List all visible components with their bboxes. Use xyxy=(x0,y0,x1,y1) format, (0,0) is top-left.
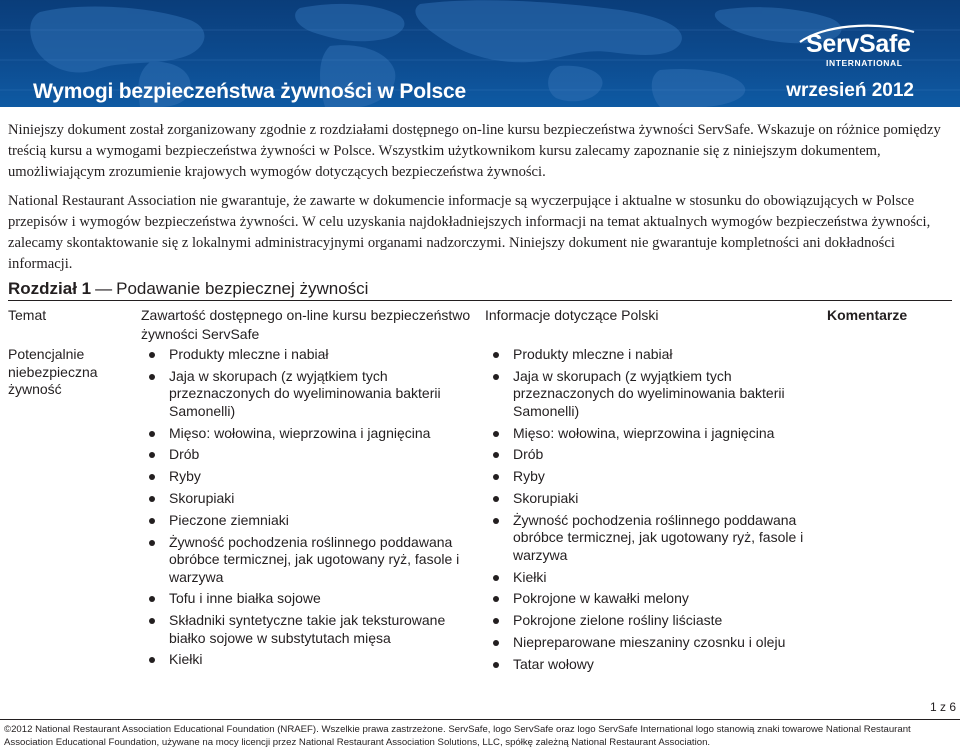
section-dash: — xyxy=(95,279,113,298)
list-item-text: Produkty mleczne i nabiał xyxy=(513,346,673,362)
list-item xyxy=(485,612,820,630)
list-item-text: Drób xyxy=(513,446,544,463)
list-item-text: Skorupiaki xyxy=(513,489,579,506)
bullet-icon xyxy=(493,352,499,358)
bullet-icon xyxy=(149,496,155,502)
bullet-icon xyxy=(149,518,155,524)
servsafe-logo xyxy=(796,30,936,74)
section-header xyxy=(8,279,952,301)
bullet-icon xyxy=(493,452,499,458)
document-date: wrzesień 2012 xyxy=(786,80,914,101)
list-item xyxy=(141,425,481,443)
intro-paragraph-2: National Restaurant Association nie gwarantuje, że zawarte w dokumencie informacje są wyczerpujące i aktualne w stosunku do obowiązujących w Polsce przepisów i wymogów bezpieczeństwa żywności. W celu uzyskania najdokładniejszych informacji na temat aktualnych wymogów bezpieczeństwa żywności, zalecamy skontaktowanie się z lokalnymi administracyjnymi organami nadzorczymi. Niniejszy dokument nie gwarantuje kompletności ani dokładności informacji. xyxy=(8,193,931,272)
list-item xyxy=(485,368,820,421)
bullet-icon xyxy=(493,596,499,602)
topic-cell: Potencjalnie niebezpieczna żywność xyxy=(8,346,98,397)
logo-name: ServSafe xyxy=(806,30,911,58)
bullet-icon xyxy=(493,662,499,668)
list-item-text: Tofu i inne białka sojowe xyxy=(169,590,321,607)
servsafe-content-list xyxy=(141,346,481,673)
list-item-text: Tatar wołowy xyxy=(513,655,594,672)
list-item xyxy=(485,468,820,486)
bullet-icon xyxy=(493,518,499,524)
list-item xyxy=(141,651,481,669)
bullet-icon xyxy=(493,640,499,646)
bullet-icon xyxy=(149,540,155,546)
list-item xyxy=(141,346,481,364)
bullet-icon xyxy=(493,374,499,380)
list-item xyxy=(141,612,481,647)
list-item-text: Drób xyxy=(169,446,200,463)
page-number: 1 z 6 xyxy=(929,700,956,714)
footer-copyright: ©2012 National Restaurant Association Educational Foundation (NRAEF). Wszelkie prawa zastrzeżone. ServSafe, logo ServSafe oraz logo ServSafe International logo stanowią znaki towarowe National Restaurant Association Educational Foundation, używane na mocy licencji przez National Restaurant Association Solutions, LLC, spółkę zależną National Restaurant Association. xyxy=(0,719,960,749)
list-item xyxy=(141,590,481,608)
section-title: Podawanie bezpiecznej żywności xyxy=(116,279,369,298)
list-item xyxy=(141,446,481,464)
list-item-text: Produkty mleczne i nabiał xyxy=(169,346,329,362)
list-item-text: Pokrojone w kawałki melony xyxy=(513,590,689,607)
list-item xyxy=(485,346,820,364)
column-header-servsafe: Zawartość dostępnego on-line kursu bezpieczeństwo żywności ServSafe xyxy=(141,307,471,342)
list-item xyxy=(141,368,481,421)
list-item-text: Kiełki xyxy=(169,651,203,668)
list-item-text: Kiełki xyxy=(513,568,547,585)
bullet-icon xyxy=(149,474,155,480)
bullet-icon xyxy=(149,431,155,437)
list-item-text: Ryby xyxy=(169,468,201,485)
header-banner xyxy=(0,0,960,107)
list-item-text: Żywność pochodzenia roślinnego poddawana obróbce termicznej, jak ugotowany ryż, fasole i warzywa xyxy=(513,511,804,563)
bullet-icon xyxy=(149,352,155,358)
list-item-text: Mięso: wołowina, wieprzowina i jagnięcina xyxy=(169,424,431,441)
column-header-topic: Temat xyxy=(8,307,47,323)
bullet-icon xyxy=(149,657,155,663)
bullet-icon xyxy=(149,618,155,624)
list-item xyxy=(485,446,820,464)
bullet-icon xyxy=(149,374,155,380)
column-header-poland: Informacje dotyczące Polski xyxy=(485,307,659,323)
list-item xyxy=(485,590,820,608)
intro-text xyxy=(8,120,952,275)
list-item-text: Ryby xyxy=(513,468,545,485)
list-item-text: Pokrojone zielone rośliny liściaste xyxy=(513,612,723,629)
list-item-text: Jaja w skorupach (z wyjątkiem tych przeznaczonych do wyeliminowania bakterii Samonelli) xyxy=(169,367,441,419)
bullet-icon xyxy=(493,618,499,624)
bullet-icon xyxy=(149,596,155,602)
bullet-icon xyxy=(493,431,499,437)
column-header-comments: Komentarze xyxy=(827,307,908,323)
bullet-icon xyxy=(493,474,499,480)
list-item-text: Mięso: wołowina, wieprzowina i jagnięcina xyxy=(513,424,775,441)
list-item xyxy=(141,534,481,587)
intro-paragraph-1: Niniejszy dokument został zorganizowany zgodnie z rozdziałami dostępnego on-line kursu bezpieczeństwa żywności ServSafe. Wskazuje on różnice pomiędzy treścią kursu a wymogami bezpieczeństwa żywności w Polsce. Wszystkim użytkownikom kursu zalecamy zapoznanie się z niniejszym dokumentem, umożliwiającym zrozumienie krajowych wymogów dotyczących bezpieczeństwa żywności. xyxy=(8,122,941,180)
list-item-text: Skorupiaki xyxy=(169,489,235,506)
list-item xyxy=(141,468,481,486)
logo-subtitle: INTERNATIONAL xyxy=(826,58,903,68)
list-item-text: Pieczone ziemniaki xyxy=(169,511,289,528)
page-title: Wymogi bezpieczeństwa żywności w Polsce xyxy=(33,80,466,103)
list-item xyxy=(485,512,820,565)
bullet-icon xyxy=(493,496,499,502)
bullet-icon xyxy=(149,452,155,458)
section-number: Rozdział 1 xyxy=(8,279,92,298)
list-item-text: Niepreparowane mieszaniny czosnku i oleju xyxy=(513,633,786,650)
list-item-text: Składniki syntetyczne takie jak teksturowane białko sojowe w substytutach mięsa xyxy=(169,612,446,646)
list-item-text: Żywność pochodzenia roślinnego poddawana obróbce termicznej, jak ugotowany ryż, fasole i warzywa xyxy=(169,533,460,585)
list-item-text: Jaja w skorupach (z wyjątkiem tych przeznaczonych do wyeliminowania bakterii Samonelli) xyxy=(513,367,785,419)
list-item xyxy=(485,634,820,652)
list-item xyxy=(141,490,481,508)
list-item xyxy=(485,425,820,443)
bullet-icon xyxy=(493,575,499,581)
list-item xyxy=(141,512,481,530)
list-item xyxy=(485,656,820,674)
poland-info-list xyxy=(485,346,820,678)
list-item xyxy=(485,490,820,508)
list-item xyxy=(485,569,820,587)
